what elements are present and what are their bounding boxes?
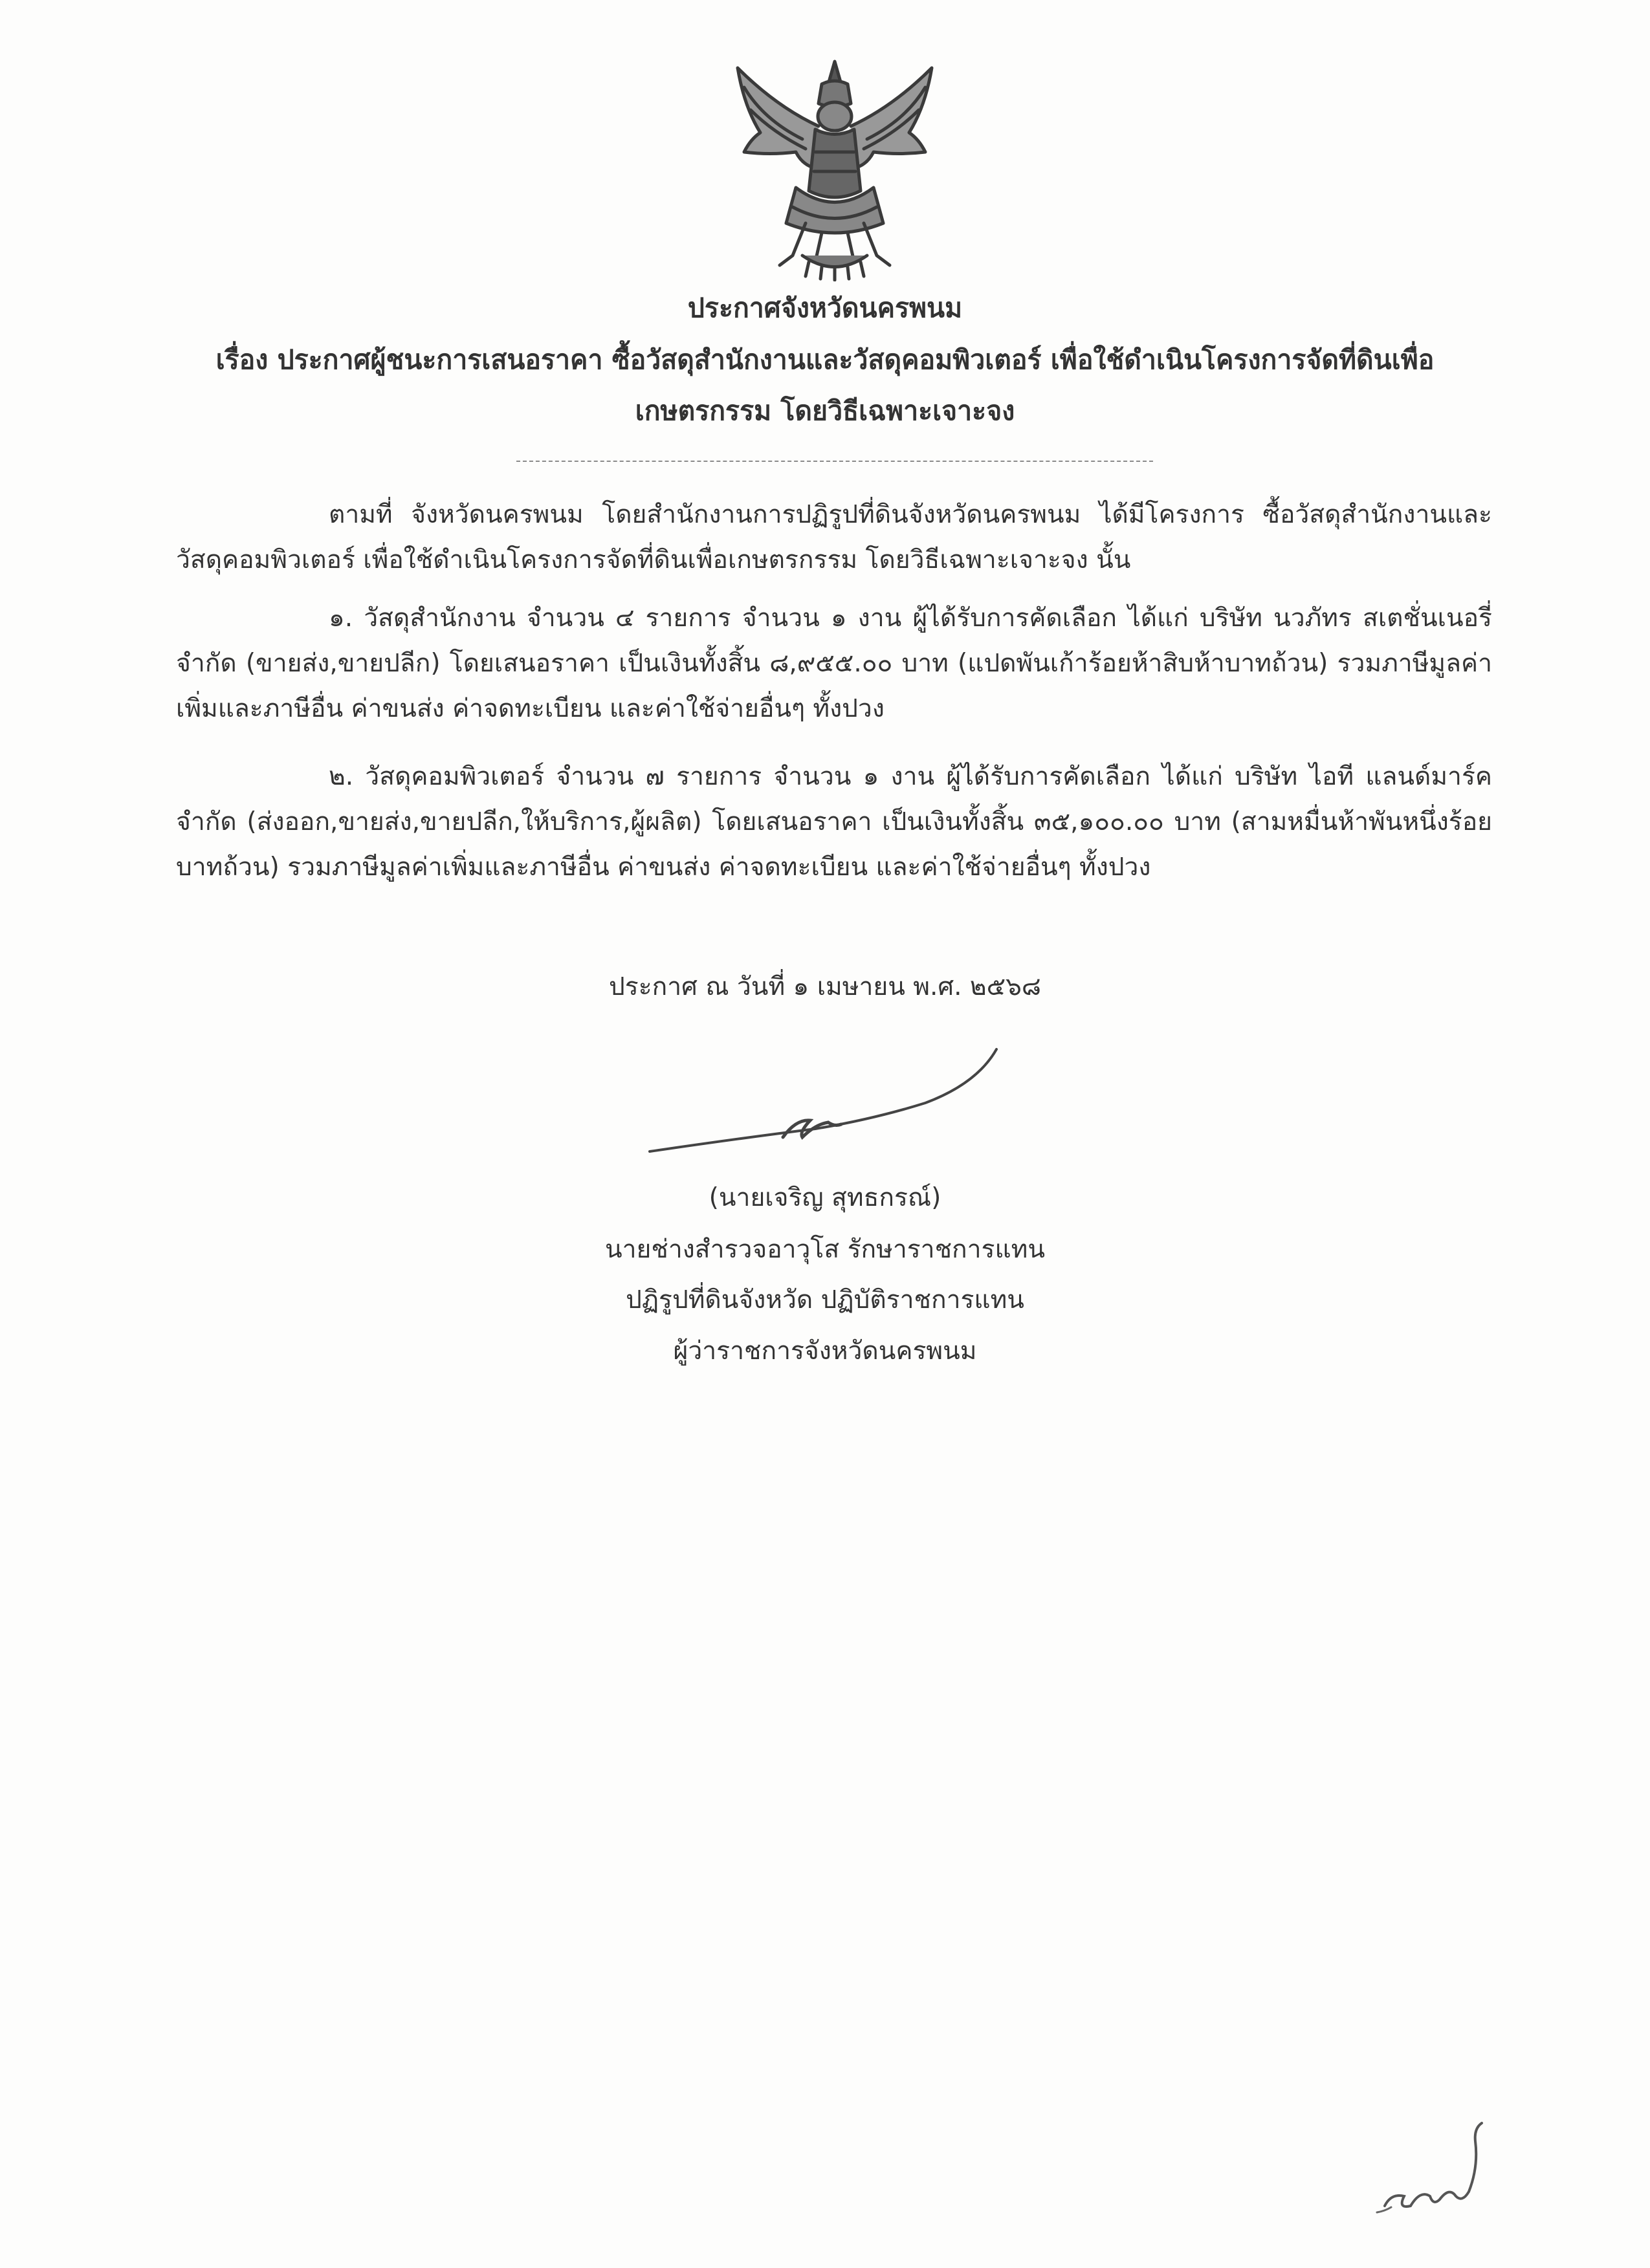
intro-paragraph: ตามที่ จังหวัดนครพนม โดยสำนักงานการปฏิรูปที่ดินจังหวัดนครพนม ได้มีโครงการ ซื้อวัสดุสำนักงานและวัสดุคอมพิวเตอร์ เพื่อใช้ดำเนินโครงการจัดที่ดินเพื่อเกษตรกรรม โดยวิธีเฉพาะเจาะจง นั้น (176, 500, 1492, 574)
document-title: ประกาศจังหวัดนครพนม (687, 292, 963, 323)
heading-divider (516, 461, 1153, 462)
announcement-date: ประกาศ ณ วันที่ ๑ เมษายน พ.ศ. ๒๕๖๘ (609, 972, 1041, 1001)
signature-icon (641, 1041, 1003, 1164)
subject-line: เรื่อง ประกาศผู้ชนะการเสนอราคา ซื้อวัสดุสำนักงานและวัสดุคอมพิวเตอร์ เพื่อใช้ดำเนินโครงการจัดที่ดินเพื่อ (215, 344, 1435, 375)
subject-line-continued: เกษตรกรรม โดยวิธีเฉพาะเจาะจง (635, 395, 1015, 426)
award-item-2: ๒. วัสดุคอมพิวเตอร์ จำนวน ๗ รายการ จำนวน ๑ งาน ผู้ได้รับการคัดเลือก ได้แก่ บริษัท ไอที แลนด์มาร์ค จำกัด (ส่งออก,ขายส่ง,ขายปลีก,ให้บริการ,ผู้ผลิต) โดยเสนอราคา เป็นเงินทั้งสิ้น ๓๕,๑๐๐.๐๐ บาท (สามหมื่นห้าพันหนึ่งร้อยบาทถ้วน) รวมภาษีมูลค่าเพิ่มและภาษีอื่น ค่าขนส่ง ค่าจดทะเบียน และค่าใช้จ่ายอื่นๆ ทั้งปวง (176, 762, 1492, 882)
signer-name: (นายเจริญ สุทธกรณ์) (709, 1183, 941, 1212)
signer-title: ปฏิรูปที่ดินจังหวัด ปฏิบัติราชการแทน (626, 1285, 1024, 1314)
award-item-1: ๑. วัสดุสำนักงาน จำนวน ๔ รายการ จำนวน ๑ งาน ผู้ได้รับการคัดเลือก ได้แก่ บริษัท นวภัทร สเตชั่นเนอรี่ จำกัด (ขายส่ง,ขายปลีก) โดยเสนอราคา เป็นเงินทั้งสิ้น ๘,๙๕๕.๐๐ บาท (แปดพันเก้าร้อยห้าสิบห้าบาทถ้วน) รวมภาษีมูลค่าเพิ่มและภาษีอื่น ค่าขนส่ง ค่าจดทะเบียน และค่าใช้จ่ายอื่นๆ ทั้งปวง (176, 604, 1492, 723)
signer-title: ผู้ว่าราชการจังหวัดนครพนม (673, 1336, 977, 1366)
signer-title: นายช่างสำรวจอาวุโส รักษาราชการแทน (604, 1235, 1046, 1264)
handwritten-initials-icon (1372, 2115, 1501, 2225)
garuda-emblem-icon (725, 49, 945, 281)
